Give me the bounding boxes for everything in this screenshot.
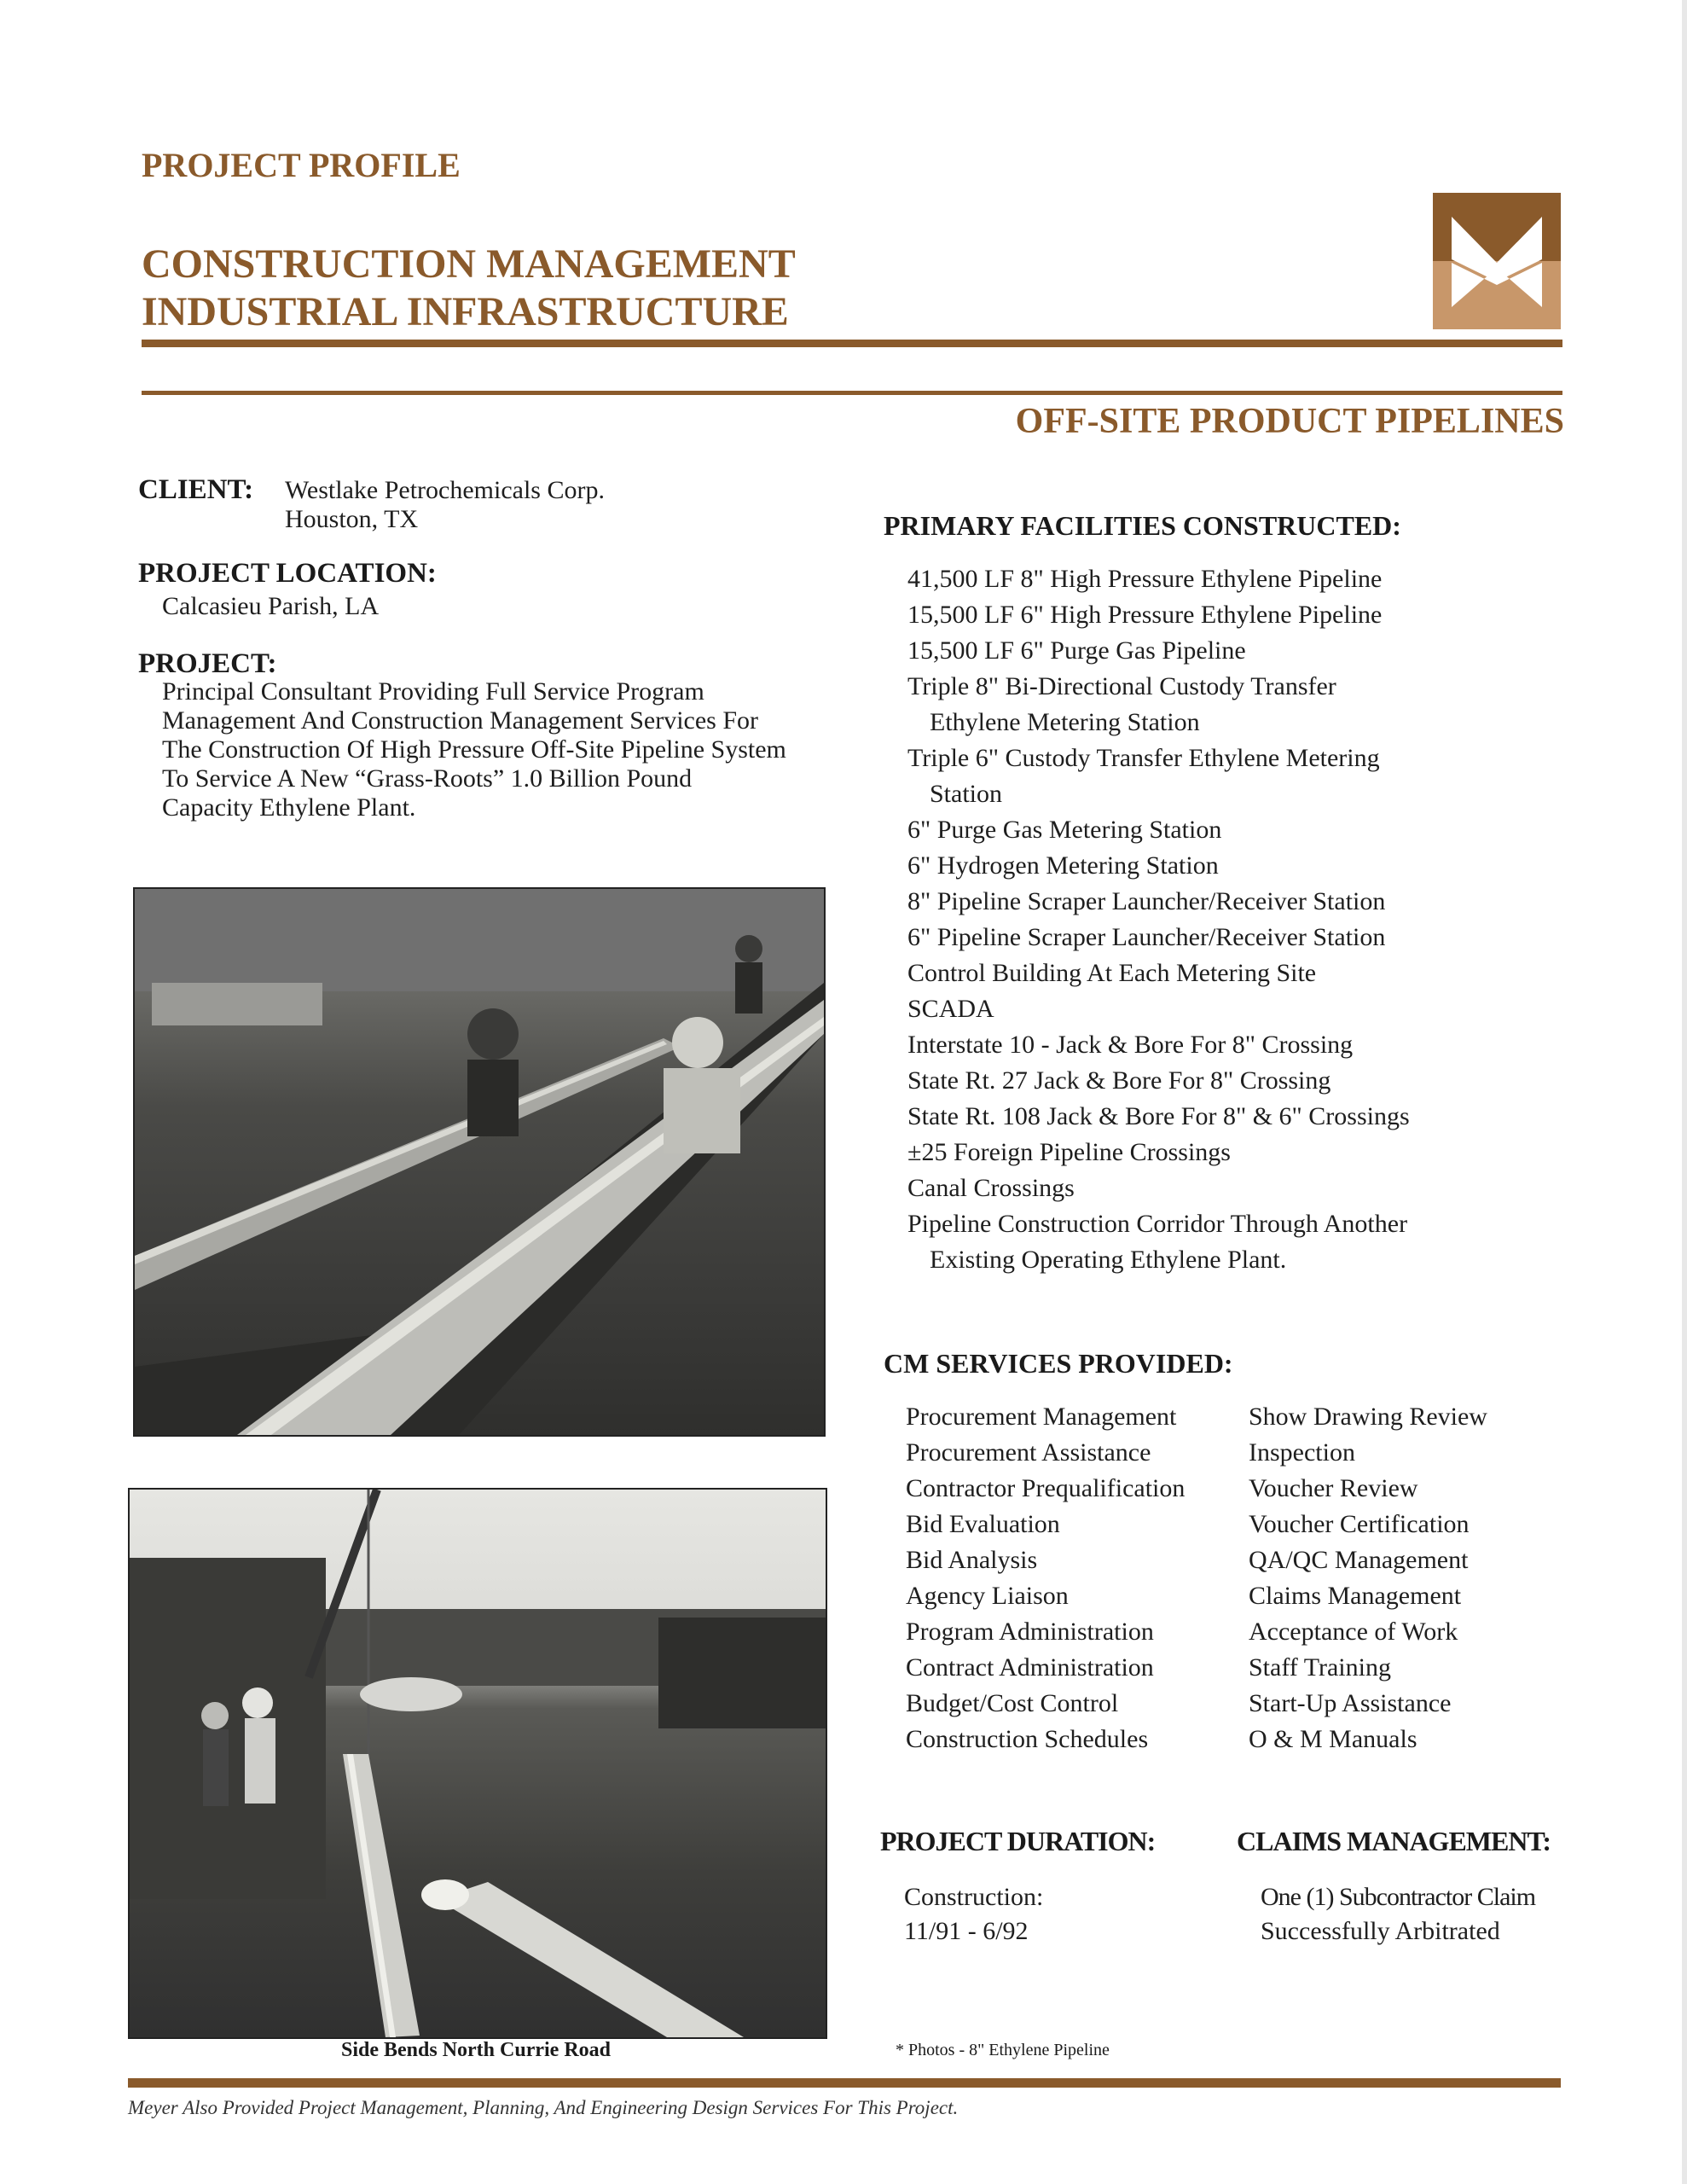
page-title-line2: INDUSTRIAL INFRASTRUCTURE xyxy=(142,289,789,334)
list-item: Staff Training xyxy=(1249,1653,1391,1682)
facilities-list xyxy=(907,561,1410,1278)
list-item: ±25 Foreign Pipeline Crossings xyxy=(907,1138,1231,1166)
header-rule-thin xyxy=(142,391,1562,395)
list-item: Triple 6" Custody Transfer Ethylene Metering xyxy=(907,744,1380,772)
pipeline-photo-1 xyxy=(133,887,826,1437)
services-label: CM SERVICES PROVIDED: xyxy=(884,1348,1233,1379)
list-item: Pipeline Construction Corridor Through Another xyxy=(907,1210,1408,1238)
project-line: The Construction Of High Pressure Off-Site Pipeline System xyxy=(162,735,786,764)
list-item: Procurement Assistance xyxy=(906,1438,1151,1467)
footer-rule xyxy=(128,2078,1561,2088)
claims-line2: Successfully Arbitrated xyxy=(1261,1917,1500,1945)
list-item: Bid Analysis xyxy=(906,1546,1038,1574)
location-value: Calcasieu Parish, LA xyxy=(162,592,380,620)
list-item: 15,500 LF 6" High Pressure Ethylene Pipeline xyxy=(907,601,1383,629)
list-item: 6" Hydrogen Metering Station xyxy=(907,851,1219,880)
list-item: Contractor Prequalification xyxy=(906,1474,1186,1502)
services-col-2 xyxy=(1249,1399,1487,1757)
header-rule-thick xyxy=(142,340,1562,347)
pipeline-photo-2 xyxy=(128,1488,827,2039)
list-item: 41,500 LF 8" High Pressure Ethylene Pipeline xyxy=(907,565,1383,593)
list-item: Triple 8" Bi-Directional Custody Transfer xyxy=(907,672,1336,700)
scan-edge xyxy=(1682,0,1687,2184)
list-item: Acceptance of Work xyxy=(1249,1618,1458,1646)
list-item: Procurement Management xyxy=(906,1403,1177,1431)
list-item: State Rt. 108 Jack & Bore For 8" & 6" Crossings xyxy=(907,1102,1410,1130)
project-line: Management And Construction Management Services For xyxy=(162,706,759,735)
client-name: Westlake Petrochemicals Corp. xyxy=(285,476,605,504)
services-col-1 xyxy=(906,1399,1185,1757)
footer-note: Meyer Also Provided Project Management, Planning, And Engineering Design Services For This Project. xyxy=(128,2097,959,2118)
pipeline-illustration-icon xyxy=(135,889,824,1435)
page-title-line1: CONSTRUCTION MANAGEMENT xyxy=(142,241,796,287)
section-subtitle: OFF-SITE PRODUCT PIPELINES xyxy=(1015,402,1564,441)
list-item: Show Drawing Review xyxy=(1249,1403,1487,1431)
client-city: Houston, TX xyxy=(285,505,419,533)
list-item: Program Administration xyxy=(906,1618,1154,1646)
list-item: O & M Manuals xyxy=(1249,1725,1417,1753)
project-label: PROJECT: xyxy=(138,648,277,679)
project-description xyxy=(162,677,786,822)
list-item: QA/QC Management xyxy=(1249,1546,1469,1574)
list-item: Existing Operating Ethylene Plant. xyxy=(930,1246,1287,1274)
project-line: Capacity Ethylene Plant. xyxy=(162,793,416,822)
list-item: Voucher Review xyxy=(1249,1474,1418,1502)
photos-note: * Photos - 8" Ethylene Pipeline xyxy=(896,2041,1110,2059)
photo-caption: Side Bends North Currie Road xyxy=(340,2039,612,2061)
list-item: 8" Pipeline Scraper Launcher/Receiver Station xyxy=(907,887,1386,915)
list-item: State Rt. 27 Jack & Bore For 8" Crossing xyxy=(907,1066,1331,1095)
list-item: Control Building At Each Metering Site xyxy=(907,959,1317,987)
list-item: Start-Up Assistance xyxy=(1249,1689,1452,1717)
duration-line1: Construction: xyxy=(904,1883,1044,1911)
location-label: PROJECT LOCATION: xyxy=(138,558,437,589)
meyer-m-logo-icon xyxy=(1433,193,1561,329)
list-item: SCADA xyxy=(907,995,994,1023)
list-item: Bid Evaluation xyxy=(906,1510,1060,1538)
list-item: Voucher Certification xyxy=(1249,1510,1470,1538)
list-item: Inspection xyxy=(1249,1438,1355,1467)
project-line: To Service A New “Grass-Roots” 1.0 Billion Pound xyxy=(162,764,693,793)
list-item: Interstate 10 - Jack & Bore For 8" Crossing xyxy=(907,1031,1354,1059)
list-item: Construction Schedules xyxy=(906,1725,1149,1753)
list-item: Contract Administration xyxy=(906,1653,1154,1682)
list-item: Agency Liaison xyxy=(906,1582,1069,1610)
claims-label: CLAIMS MANAGEMENT: xyxy=(1237,1826,1551,1856)
project-line: Principal Consultant Providing Full Service Program xyxy=(162,677,704,706)
list-item: 15,500 LF 6" Purge Gas Pipeline xyxy=(907,636,1246,665)
pipeline-bend-illustration-icon xyxy=(130,1490,826,2037)
list-item: Claims Management xyxy=(1249,1582,1462,1610)
list-item: Budget/Cost Control xyxy=(906,1689,1119,1717)
list-item: Station xyxy=(930,780,1003,808)
profile-label: PROJECT PROFILE xyxy=(142,146,461,184)
list-item: 6" Pipeline Scraper Launcher/Receiver Station xyxy=(907,923,1386,951)
client-label: CLIENT: xyxy=(138,474,254,505)
duration-line2: 11/91 - 6/92 xyxy=(904,1917,1029,1945)
claims-line1: One (1) Subcontractor Claim xyxy=(1261,1883,1536,1911)
list-item: Ethylene Metering Station xyxy=(930,708,1200,736)
list-item: 6" Purge Gas Metering Station xyxy=(907,816,1222,844)
list-item: Canal Crossings xyxy=(907,1174,1075,1202)
facilities-label: PRIMARY FACILITIES CONSTRUCTED: xyxy=(884,510,1401,541)
duration-label: PROJECT DURATION: xyxy=(880,1826,1156,1856)
